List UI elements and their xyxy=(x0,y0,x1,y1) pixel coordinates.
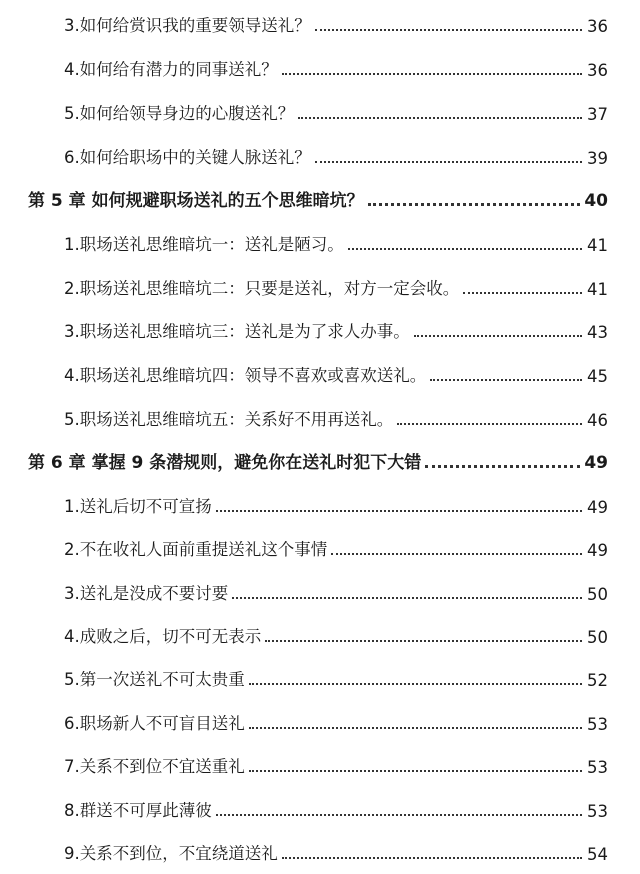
toc-entry-page: 53 xyxy=(587,715,608,734)
toc-entry-page: 49 xyxy=(587,498,608,517)
toc-entry-page: 36 xyxy=(587,17,608,36)
toc-chapter-page: 40 xyxy=(584,191,608,211)
toc-entry[interactable] xyxy=(0,617,640,647)
toc-entry-title: 3.如何给赏识我的重要领导送礼？ xyxy=(64,16,311,35)
dot-leader xyxy=(397,423,582,425)
toc-entry[interactable] xyxy=(0,834,640,864)
toc-entry[interactable] xyxy=(0,791,640,821)
dot-leader xyxy=(348,248,582,250)
toc-chapter-title: 第 5 章 如何规避职场送礼的五个思维暗坑？ xyxy=(28,191,364,211)
toc-entry[interactable] xyxy=(0,312,640,342)
toc-entry[interactable] xyxy=(0,660,640,690)
toc-entry-page: 53 xyxy=(587,802,608,821)
dot-leader xyxy=(249,683,582,685)
toc-chapter-title: 第 6 章 掌握 9 条潜规则，避免你在送礼时犯下大错 xyxy=(28,453,422,473)
dot-leader xyxy=(232,597,582,599)
toc-entry[interactable] xyxy=(0,356,640,386)
toc-entry[interactable] xyxy=(0,6,640,36)
toc-entry[interactable] xyxy=(0,225,640,255)
dot-leader xyxy=(249,770,582,772)
toc-entry-title: 8.群送不可厚此薄彼 xyxy=(64,801,212,820)
toc-entry-title: 2.职场送礼思维暗坑二：只要是送礼，对方一定会收。 xyxy=(64,279,460,298)
dot-leader xyxy=(414,335,582,337)
toc-entry-title: 2.不在收礼人面前重提送礼这个事情 xyxy=(64,540,328,559)
dot-leader xyxy=(425,465,580,468)
toc-chapter-page: 49 xyxy=(584,453,608,473)
toc-entry-page: 50 xyxy=(587,585,608,604)
dot-leader xyxy=(249,727,582,729)
dot-leader xyxy=(282,73,582,75)
toc-entry[interactable] xyxy=(0,269,640,299)
toc-entry[interactable] xyxy=(0,530,640,560)
dot-leader xyxy=(331,553,582,555)
dot-leader xyxy=(282,857,582,859)
dot-leader xyxy=(315,161,582,163)
toc-entry[interactable] xyxy=(0,94,640,124)
toc-entry-page: 49 xyxy=(587,541,608,560)
toc-entry-page: 43 xyxy=(587,323,608,342)
toc-entry[interactable] xyxy=(0,574,640,604)
toc-entry[interactable] xyxy=(0,50,640,80)
toc-entry-title: 4.职场送礼思维暗坑四：领导不喜欢或喜欢送礼。 xyxy=(64,366,427,385)
toc-entry-title: 6.职场新人不可盲目送礼 xyxy=(64,714,245,733)
toc-entry-title: 3.送礼是没成不要讨要 xyxy=(64,584,229,603)
toc-entry-title: 4.成败之后，切不可无表示 xyxy=(64,627,262,646)
toc-entry-page: 37 xyxy=(587,105,608,124)
toc-entry[interactable] xyxy=(0,487,640,517)
toc-entry-title: 3.职场送礼思维暗坑三：送礼是为了求人办事。 xyxy=(64,322,410,341)
dot-leader xyxy=(315,29,582,31)
toc-entry-page: 52 xyxy=(587,671,608,690)
toc-chapter-entry[interactable] xyxy=(0,443,640,473)
dot-leader xyxy=(216,814,582,816)
toc-entry-title: 1.送礼后切不可宣扬 xyxy=(64,497,212,516)
toc-entry-title: 5.第一次送礼不可太贵重 xyxy=(64,670,245,689)
toc-entry-page: 53 xyxy=(587,758,608,777)
dot-leader xyxy=(430,379,582,381)
toc-entry-title: 4.如何给有潜力的同事送礼？ xyxy=(64,60,278,79)
toc-entry-page: 41 xyxy=(587,280,608,299)
toc-entry-page: 41 xyxy=(587,236,608,255)
toc-entry-title: 1.职场送礼思维暗坑一：送礼是陋习。 xyxy=(64,235,344,254)
toc-entry-title: 5.职场送礼思维暗坑五：关系好不用再送礼。 xyxy=(64,410,394,429)
toc-entry-title: 9.关系不到位，不宜绕道送礼 xyxy=(64,844,278,863)
toc-entry-page: 50 xyxy=(587,628,608,647)
toc-entry[interactable] xyxy=(0,747,640,777)
toc-entry-page: 54 xyxy=(587,845,608,864)
toc-entry-page: 36 xyxy=(587,61,608,80)
dot-leader xyxy=(368,203,581,206)
toc-chapter-entry[interactable] xyxy=(0,181,640,211)
toc-entry-title: 6.如何给职场中的关键人脉送礼？ xyxy=(64,148,311,167)
toc-entry-page: 39 xyxy=(587,149,608,168)
toc-entry-title: 5.如何给领导身边的心腹送礼？ xyxy=(64,104,295,123)
toc-entry[interactable] xyxy=(0,400,640,430)
toc-entry-page: 45 xyxy=(587,367,608,386)
dot-leader xyxy=(463,292,582,294)
toc-entry[interactable] xyxy=(0,138,640,168)
toc-entry[interactable] xyxy=(0,704,640,734)
toc-entry-title: 7.关系不到位不宜送重礼 xyxy=(64,757,245,776)
toc-entry-page: 46 xyxy=(587,411,608,430)
dot-leader xyxy=(265,640,582,642)
dot-leader xyxy=(298,117,582,119)
dot-leader xyxy=(216,510,582,512)
